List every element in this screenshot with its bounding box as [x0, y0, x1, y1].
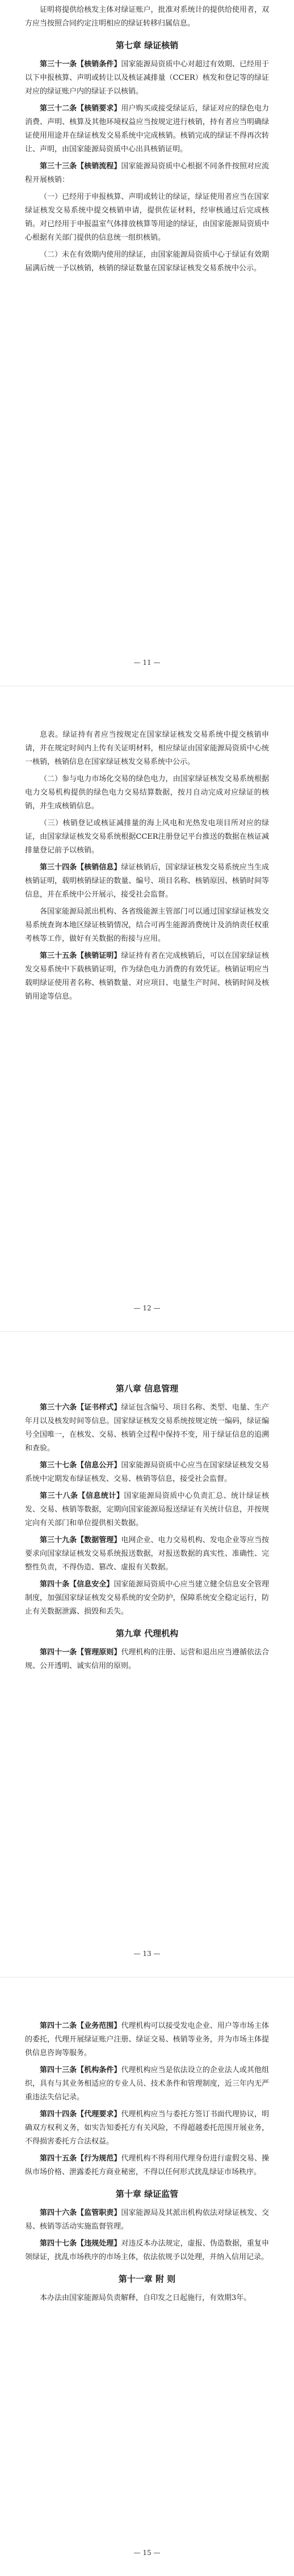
- paragraph-text: 绿证核销后，国家绿证核发交易系统应当生成核销证明，载明核销绿证的数量、编号、项目名称、核销原因、核销时间等信息，并在系统中公开展示，接受社会监督。: [25, 863, 269, 899]
- paragraph-text: 本办法由国家能源局负责解释，自印发之日起施行，有效期3年。: [40, 2294, 251, 2302]
- paragraph-text: （一）已经用于申报核算、声明或转让的绿证，绿证使用者应当在国家绿证核发交易系统中提交核销申请，提供佐证材料，经审核通过后完成核销。对已经用于申报温室气体排放核算等用途的绿证，由国家能源局资质中心根据有关部门提供的信息统一组织核销。: [25, 193, 269, 242]
- article-number: 第四十二条【业务范围】: [40, 2022, 121, 2030]
- paragraph-text: 国家能源局及其派出机构依法对绿证核发、交易、核销等活动实施监督管理。: [25, 2209, 269, 2231]
- paragraph: [25, 2237, 269, 2264]
- paragraph-text: 证明将提供给核发主体对绿证账户，批准对系统计的提供给使用者，双方应当按照合同约定注明相应的绿证转移归属信息。: [25, 6, 269, 28]
- paragraph-text: 国家能源局资质中心对超过有效期、已经用于以下申报核算、声明或转让以及核证减排量（CCER）核发和登记等的绿证对应的绿证账户内的绿证予以核销。: [25, 60, 269, 96]
- paragraph-text: 用户购买或接受绿证后，绿证对应的绿色电力消费、声明、核算及其他环境权益应当按规定进行核销，持有者应当明确绿证使用用途并在绿证核发交易系统中完成核销。核销完成的绿证不得再次转让、声明，由国家能源局资质中心出具核销证明。: [25, 104, 269, 154]
- article-number: 第四十一条【管理原则】: [40, 1648, 121, 1657]
- page-number: — 12 —: [133, 1304, 161, 1312]
- paragraph: [25, 58, 269, 99]
- document-page: [0, 1977, 294, 2576]
- article-number: 第三十二条【核销要求】: [40, 104, 121, 113]
- chapter-heading: 第九章 代理机构: [115, 1628, 179, 1639]
- paragraph: [25, 248, 269, 275]
- paragraph: [25, 1534, 269, 1575]
- document-page: [0, 1332, 294, 1977]
- paragraph-text: （二）参与电力市场化交易的绿色电力，由国家绿证核发交易系统根据电力交易机构提供的绿色电力交易结算数据，按月自动完成对应绿证的核销，并生成核销信息。: [25, 775, 269, 810]
- paragraph: [25, 2291, 269, 2305]
- paragraph-text: 代理机构的注册、运营和退出应当遵循依法合规、公开透明、诚实信用的原则。: [25, 1648, 269, 1670]
- paragraph-text: 代理机构应当与委托方签订书面代理协议，明确双方权利义务，如实告知委托方有关风险，不得超越委托范围开展业务，不得损害委托方合法权益。: [25, 2110, 269, 2146]
- chapter-heading: 第十章 绿证监管: [115, 2189, 179, 2199]
- paragraph: [25, 2108, 269, 2149]
- chapter-heading: 第十一章 附 则: [118, 2274, 176, 2284]
- paragraph: [25, 728, 269, 769]
- article-number: 第三十七条【信息公开】: [40, 1461, 121, 1470]
- paragraph-text: （二）未在有效期内使用的绿证，由国家能源局资质中心于绿证有效期届满后统一予以核销，核销的绿证数量在国家绿证核发交易系统中公示。: [25, 251, 269, 273]
- paragraph: [25, 861, 269, 902]
- article-number: 第三十八条【信息统计】: [40, 1492, 124, 1500]
- paragraph: [25, 1578, 269, 1619]
- paragraph-text: （三）核销登记或核证减排量的海上风电和光热发电项目所对应的绿证，由国家绿证核发交易系统根据CCER注册登记平台推送的数据在核证减排量登记前予以核销。: [25, 819, 269, 855]
- paragraph-text: 绿证包含编号、项目名称、类型、电量、生产年月以及核发时间等信息。国家绿证核发交易系统按规定统一编码，绿证编号全国唯一，在核发、交易、核销全过程中保持不变，用于绿证信息的追溯和查验。: [25, 1403, 269, 1453]
- paragraph: [25, 1646, 269, 1673]
- document-page: [0, 686, 294, 1331]
- article-number: 第四十六条【监管职责】: [40, 2209, 121, 2217]
- document-page: [0, 0, 294, 686]
- article-number: 第四十五条【行为规范】: [40, 2154, 121, 2163]
- article-number: 第四十条【信息安全】: [40, 1580, 114, 1589]
- article-number: 第四十三条【机构条件】: [40, 2066, 121, 2074]
- paragraph-text: 国家能源局资质中心应当建立健全信息安全管理制度，加强国家绿证核发交易系统的安全防护，保障系统安全稳定运行，防止有关数据泄露、损毁和丢失。: [25, 1580, 269, 1616]
- paragraph-text: 国家能源局资质中心负责汇总、统计绿证核发、交易、核销等数据，定期向国家能源局报送绿证有关统计信息，并按规定向有关部门和单位提供相关数据。: [25, 1492, 269, 1527]
- paragraph: [25, 2064, 269, 2104]
- paragraph-text: 国家能源局资质中心应当在国家绿证核发交易系统中定期发布绿证核发、交易、核销等信息，接受社会监督。: [25, 1461, 269, 1483]
- paragraph-text: 代理机构应当是依法设立的企业法人或其他组织，具有与其业务相适应的专业人员、技术条件和管理制度，近三年内无严重违法失信记录。: [25, 2066, 269, 2102]
- paragraph: [25, 2206, 269, 2234]
- paragraph: [25, 773, 269, 813]
- page-number: — 11 —: [133, 659, 161, 667]
- paragraph: [25, 1459, 269, 1486]
- paragraph: [25, 2019, 269, 2060]
- paragraph: [25, 1489, 269, 1530]
- paragraph: [25, 949, 269, 1004]
- paragraph-text: 代理机构不得利用代理身份进行虚假交易、操纵市场价格、泄露委托方商业秘密，不得以任何形式扰乱绿证市场秩序。: [25, 2154, 269, 2176]
- paragraph: [25, 190, 269, 245]
- chapter-heading: 第八章 信息管理: [115, 1384, 179, 1394]
- paragraph: [25, 3, 269, 31]
- paragraph: [25, 905, 269, 946]
- paragraph-text: 息表。绿证持有者应当按规定在国家绿证核发交易系统中提交核销申请，并在规定时间内上传有关证明材料，相应绿证由国家能源局资质中心统一核销，核销信息在国家绿证核发交易系统中公示。: [25, 731, 269, 766]
- article-number: 第三十一条【核销条件】: [40, 60, 121, 69]
- article-number: 第三十四条【核销信息】: [40, 863, 121, 872]
- paragraph: [25, 102, 269, 156]
- chapter-heading: 第七章 绿证核销: [115, 40, 179, 50]
- page-number: — 13 —: [133, 1950, 161, 1958]
- article-number: 第三十六条【证书样式】: [40, 1403, 121, 1412]
- paragraph: [25, 160, 269, 187]
- article-number: 第三十三条【核销流程】: [40, 162, 121, 171]
- article-number: 第三十五条【核销证明】: [40, 952, 121, 960]
- paragraph: [25, 1401, 269, 1455]
- paragraph-text: 对违反本办法规定，虚报、伪造数据，重复申领绿证，扰乱市场秩序的市场主体，依法依规予以处理，并纳入信用记录。: [25, 2239, 269, 2261]
- article-number: 第四十七条【违规处理】: [40, 2239, 121, 2248]
- paragraph-text: 电网企业、电力交易机构、发电企业等应当按要求向国家绿证核发交易系统报送数据，对报送数据的真实性、准确性、完整性负责，不得伪造、篡改、虚报有关数据。: [25, 1536, 269, 1572]
- article-number: 第三十九条【数据管理】: [40, 1536, 121, 1544]
- article-number: 第四十四条【代理要求】: [40, 2110, 121, 2119]
- paragraph: [25, 817, 269, 858]
- paragraph-text: 绿证持有者在完成核销后，可以在国家绿证核发交易系统中下载核销证明，作为绿色电力消费的有效凭证。核销证明应当载明绿证使用者名称、核销数量、对应项目、电量生产时间、核销时间及核销用途等信息。: [25, 952, 269, 1001]
- paragraph-text: 国家能源局资质中心根据不同条件按照对应流程开展核销：: [25, 162, 269, 184]
- paragraph-text: 代理机构可以接受发电企业、用户等市场主体的委托，代理开展绿证账户注册、绿证交易、核销等业务，并为市场主体提供信息咨询等服务。: [25, 2022, 269, 2057]
- paragraph-text: 各国家能源局派出机构、各省级能源主管部门可以通过国家绿证核发交易系统查询本地区绿证核销情况，结合可再生能源消费统计及消纳责任权重考核等工作，做好有关数据的衔接与应用。: [25, 907, 269, 943]
- paragraph: [25, 2152, 269, 2179]
- page-number: — 15 —: [133, 2549, 161, 2557]
